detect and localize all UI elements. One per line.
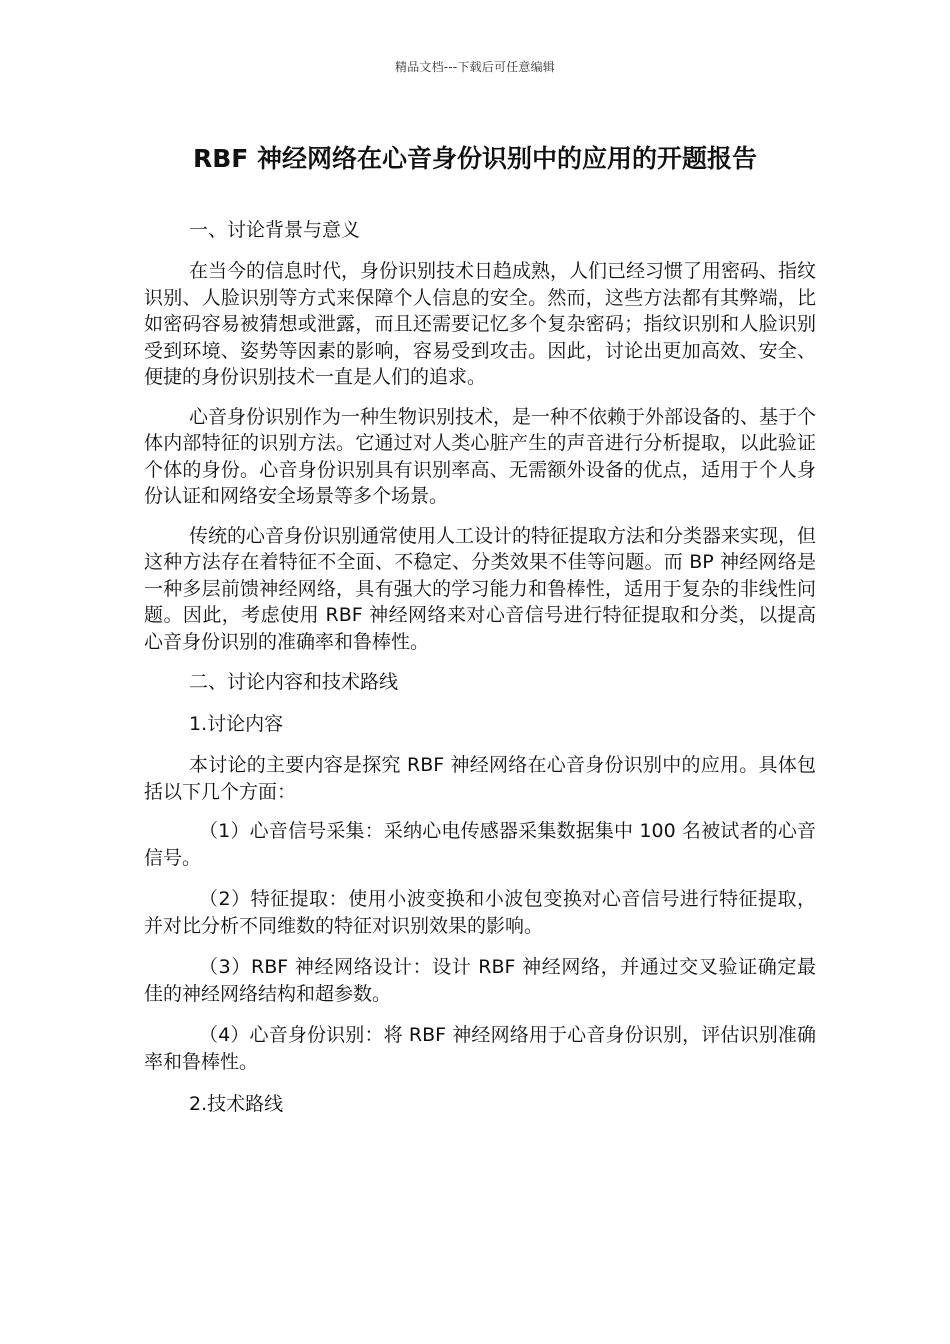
document-title: RBF 神经网络在心音身份识别中的应用的开题报告	[192, 144, 758, 173]
list-item-signal-collection: （1）心音信号采集：采纳心电传感器采集数据集中 100 名被试者的心音信号。	[144, 820, 816, 869]
subsection-heading-technical-route: 2.技术路线	[189, 1093, 284, 1115]
paragraph-background-1: 在当今的信息时代，身份识别技术日趋成熟，人们已经习惯了用密码、指纹识别、人脸识别等方式来保障个人信息的安全。然而，这些方法都有其弊端，比如密码容易被猜想或泄露，而且还需要记忆多个复杂密码；指纹识别和人脸识别受到环境、姿势等因素的影响，容易受到攻击。因此，讨论出更加高效、安全、便捷的身份识别技术一直是人们的追求。	[144, 260, 817, 388]
list-item-identification: （4）心音身份识别：将 RBF 神经网络用于心音身份识别，评估识别准确率和鲁棒性。	[144, 1024, 816, 1073]
header-note: 精品文档---下载后可任意编辑	[395, 60, 555, 74]
paragraph-content-intro: 本讨论的主要内容是探究 RBF 神经网络在心音身份识别中的应用。具体包括以下几个方面：	[144, 754, 816, 803]
subsection-heading-research-content: 1.讨论内容	[189, 713, 284, 735]
section-heading-background: 一、讨论背景与意义	[189, 219, 361, 241]
section-heading-content: 二、讨论内容和技术路线	[189, 671, 399, 693]
paragraph-background-3: 传统的心音身份识别通常使用人工设计的特征提取方法和分类器来实现，但这种方法存在着特征不全面、不稳定、分类效果不佳等问题。而 BP 神经网络是一种多层前馈神经网络，具有强大的学习能力和鲁棒性，适用于复杂的非线性问题。因此，考虑使用 RBF 神经网络来对心音信号进行特征提取和分类，以提高心音身份识别的准确率和鲁棒性。	[144, 524, 817, 653]
list-item-feature-extraction: （2）特征提取：使用小波变换和小波包变换对心音信号进行特征提取，并对比分析不同维数的特征对识别效果的影响。	[144, 888, 816, 937]
document-body	[144, 216, 816, 1132]
list-item-rbf-design: （3）RBF 神经网络设计：设计 RBF 神经网络，并通过交叉验证确定最佳的神经网络结构和超参数。	[144, 956, 816, 1005]
paragraph-background-2: 心音身份识别作为一种生物识别技术，是一种不依赖于外部设备的、基于个体内部特征的识别方法。它通过对人类心脏产生的声音进行分析提取，以此验证个体的身份。心音身份识别具有识别率高、无需额外设备的优点，适用于个人身份认证和网络安全场景等多个场景。	[144, 405, 817, 507]
